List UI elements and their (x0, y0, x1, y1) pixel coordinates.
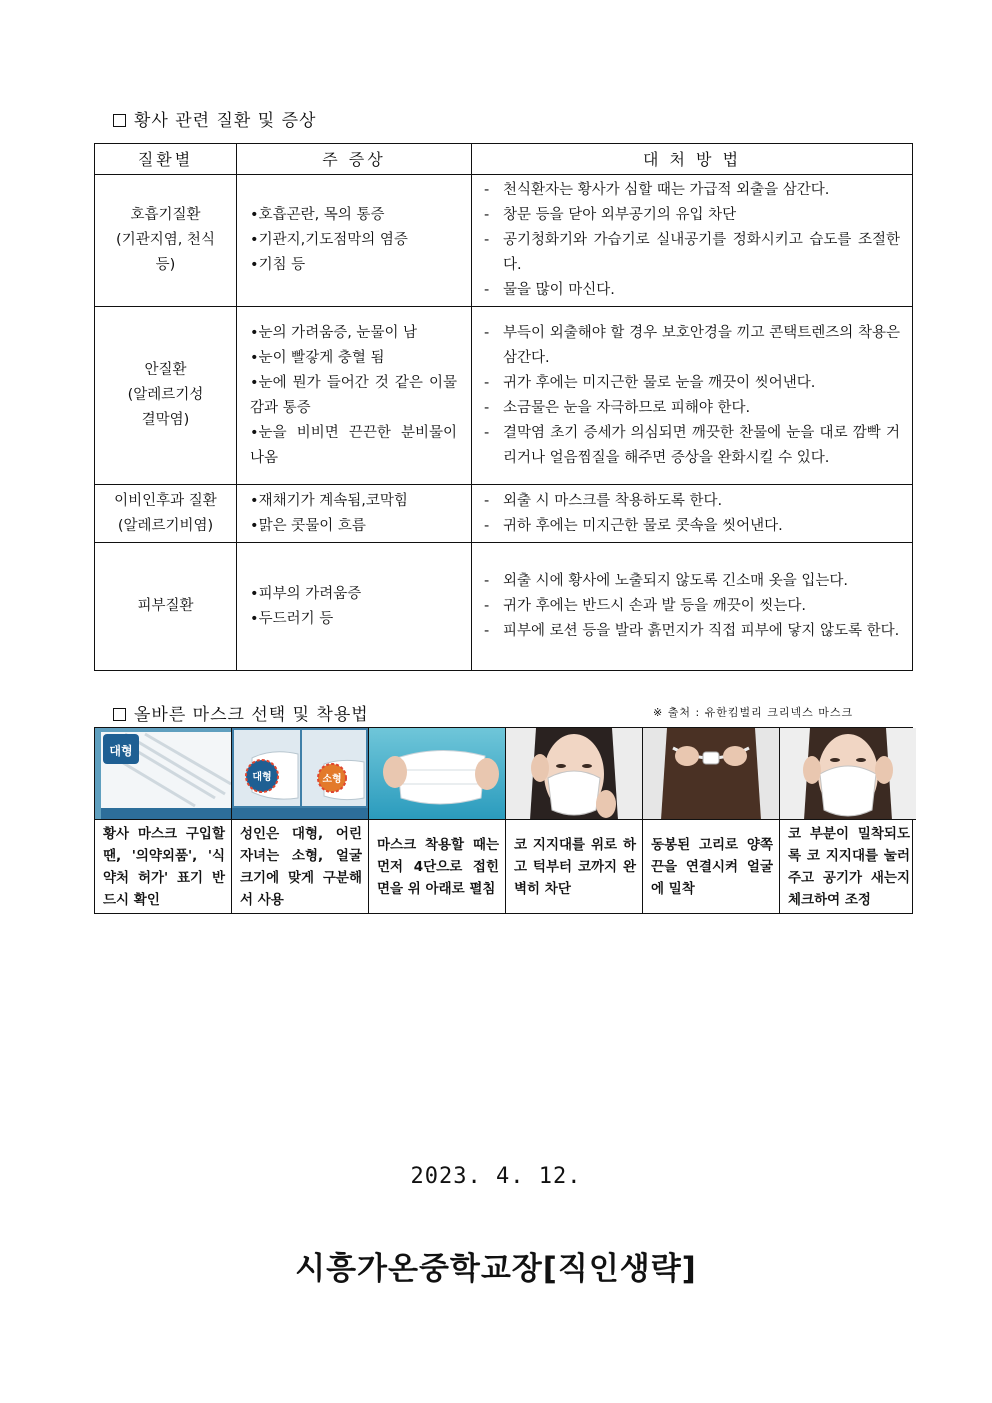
mask-press-nose-image (780, 728, 916, 820)
symptom-item: • 눈의 가려움증, 눈물이 남 (250, 321, 457, 346)
disease-label: 안질환 (알레르기성 결막염) (127, 362, 204, 428)
disease-skin (95, 543, 237, 671)
mask-step (506, 728, 643, 913)
source-note: ※ 출처 : 유한킴벌리 크리넥스 마스크 (653, 706, 854, 719)
remedy-item: - 외출 시 마스크를 착용하도록 한다. (484, 489, 900, 514)
mask-caption: 코 지지대를 위로 하고 턱부터 코까지 완벽히 차단 (514, 837, 636, 897)
remedy-item: - 피부에 로션 등을 발라 흙먼지가 직접 피부에 닿지 않도록 한다. (484, 619, 900, 644)
table-row (95, 485, 913, 543)
checkbox-square-icon (113, 708, 126, 721)
mask-fit-chin-image (506, 728, 642, 820)
section-title-yellow-dust (113, 106, 316, 131)
package-size-label: 대형 (109, 744, 133, 758)
disease-label: 이비인후과 질환 (알레르기비염) (114, 492, 217, 534)
remedy-item: - 부득이 외출해야 할 경우 보호안경을 끼고 콘택트렌즈의 착용은 삼간다. (484, 321, 900, 371)
remedy-item: - 천식환자는 황사가 심할 때는 가급적 외출을 삼간다. (484, 178, 900, 203)
symptom-item: • 재채기가 계속됨,코막힘 (250, 489, 457, 514)
symptom-item: • 맑은 콧물이 흐름 (250, 514, 457, 539)
section-title-mask (113, 700, 369, 725)
symptom-item: • 두드러기 등 (250, 607, 457, 632)
document-date: 2023. 4. 12. (410, 1164, 582, 1189)
mask-step (369, 728, 506, 913)
size-small-label: 소형 (322, 774, 342, 785)
symptom-cell (237, 307, 472, 485)
symptom-cell (237, 175, 472, 307)
table-header-row (95, 144, 913, 175)
checkbox-square-icon (113, 114, 126, 127)
remedy-item: - 귀가 후에는 반드시 손과 발 등을 깨끗이 씻는다. (484, 594, 900, 619)
header-symptoms: 주 증상 (237, 144, 472, 175)
mask-steps (94, 727, 913, 914)
section-title-text: 올바른 마스크 선택 및 착용법 (134, 705, 369, 725)
symptom-item: • 기침 등 (250, 253, 457, 278)
mask-caption-cell (780, 820, 916, 913)
symptom-item: • 눈에 뭔가 들어간 것 같은 이물감과 통증 (250, 371, 457, 421)
signer-name: 시흥가온중학교장[직인생략] (295, 1251, 697, 1287)
table-row (95, 307, 913, 485)
symptoms-table (94, 143, 913, 671)
remedy-cell (472, 175, 913, 307)
mask-caption: 마스크 착용할 때는 먼저 4단으로 접힌 면을 위 아래로 펼침 (377, 837, 499, 897)
size-large-label: 대형 (252, 772, 272, 783)
remedy-item: - 공기청화기와 가습기로 실내공기를 정화시키고 습도를 조절한다. (484, 228, 900, 278)
disease-label: 피부질환 (137, 598, 194, 614)
symptom-cell (237, 485, 472, 543)
mask-caption-cell (506, 820, 642, 913)
remedy-item: - 귀가 후에는 미지근한 물로 눈을 깨끗이 씻어낸다. (484, 371, 900, 396)
mask-step (95, 728, 232, 913)
header-disease: 질환별 (95, 144, 237, 175)
disease-eye (95, 307, 237, 485)
disease-respiratory (95, 175, 237, 307)
mask-clip-image (643, 728, 779, 820)
symptom-cell (237, 543, 472, 671)
mask-step (780, 728, 916, 913)
remedy-cell (472, 307, 913, 485)
symptom-item: • 기관지,기도점막의 염증 (250, 228, 457, 253)
remedy-item: - 소금물은 눈을 자극하므로 피해야 한다. (484, 396, 900, 421)
symptom-item: • 눈이 빨갛게 충혈 됨 (250, 346, 457, 371)
remedy-item: - 창문 등을 닫아 외부공기의 유입 차단 (484, 203, 900, 228)
symptom-item: • 호흡곤란, 목의 통증 (250, 203, 457, 228)
symptom-item: • 피부의 가려움증 (250, 582, 457, 607)
mask-caption-cell (232, 820, 368, 913)
symptom-item: • 눈을 비비면 끈끈한 분비물이 나옴 (250, 421, 457, 471)
mask-caption: 코 부분이 밀착되도록 코 지지대를 눌러주고 공기가 새는지 체크하여 조정 (788, 826, 910, 908)
disease-ent (95, 485, 237, 543)
remedy-item: - 귀하 후에는 미지근한 물로 콧속을 씻어낸다. (484, 514, 900, 539)
mask-step (232, 728, 369, 913)
mask-unfold-image (369, 728, 505, 820)
header-remedies: 대 처 방 법 (472, 144, 913, 175)
remedy-cell (472, 485, 913, 543)
mask-caption-cell (369, 820, 505, 913)
table-row (95, 543, 913, 671)
section-title-text: 황사 관련 질환 및 증상 (134, 111, 317, 131)
remedy-item: - 결막염 초기 증세가 의심되면 깨끗한 찬물에 눈을 대로 깜빡 거리거나 얼음찜질을 해주면 증상을 완화시킬 수 있다. (484, 421, 900, 471)
mask-caption: 동봉된 고리로 양쪽 끈을 연결시켜 얼굴에 밀착 (651, 837, 773, 897)
mask-step (643, 728, 780, 913)
remedy-cell (472, 543, 913, 671)
remedy-item: - 물을 많이 마신다. (484, 278, 900, 303)
table-row (95, 175, 913, 307)
mask-size-image (232, 728, 368, 820)
mask-caption-cell (95, 820, 231, 913)
remedy-item: - 외출 시에 황사에 노출되지 않도록 긴소매 옷을 입는다. (484, 569, 900, 594)
mask-caption: 황사 마스크 구입할 땐, '의약외품', '식약처 허가' 표기 반드시 확인 (103, 826, 225, 908)
mask-caption: 성인은 대형, 어린 자녀는 소형, 얼굴 크기에 맞게 구분해서 사용 (240, 826, 362, 908)
disease-label: 호흡기질환 (기관지염, 천식 등) (116, 207, 215, 273)
mask-package-image (95, 728, 231, 820)
mask-caption-cell (643, 820, 779, 913)
